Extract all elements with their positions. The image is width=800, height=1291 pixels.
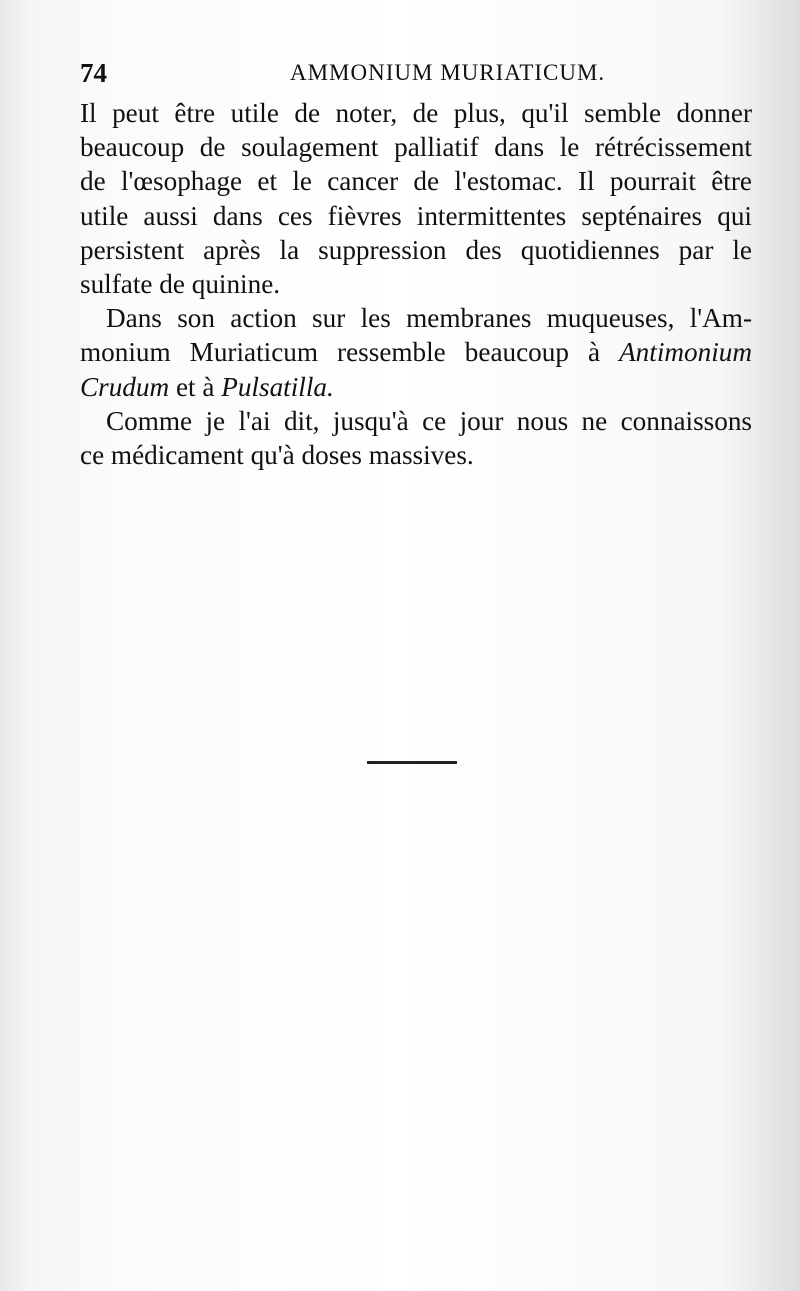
- page-number: 74: [80, 58, 107, 88]
- text-line: sulfate de quinine.: [80, 269, 281, 300]
- paragraph-3: [80, 404, 752, 472]
- section-divider-rule: [367, 761, 457, 764]
- text-line: [80, 335, 752, 369]
- text-line: Dans son action sur les membranes muqueuses, l'Am-: [106, 303, 752, 334]
- text-line: utile aussi dans ces fièvres intermittentes septénaires qui: [80, 200, 752, 231]
- body-text: [80, 96, 752, 472]
- text-line: Il peut être utile de noter, de plus, qu'il semble donner: [80, 98, 752, 128]
- text-line: persistent après la suppression des quotidiennes par le: [80, 234, 752, 265]
- paragraph-2: [80, 301, 752, 404]
- page-header: [80, 58, 760, 88]
- italic-term: Crudum: [80, 371, 170, 402]
- text-line: de l'œsophage et le cancer de l'estomac. Il pourrait être: [80, 166, 752, 197]
- italic-term: Antimonium: [619, 337, 752, 368]
- paragraph-1: [80, 96, 752, 301]
- text-run: monium Muriaticum ressemble beaucoup à: [80, 337, 620, 368]
- text-line: [80, 370, 752, 404]
- text-line: ce médicament qu'à doses massives.: [80, 440, 474, 471]
- running-head: AMMONIUM MURIATICUM.: [290, 60, 606, 85]
- text-run: et à: [169, 371, 222, 402]
- text-line: beaucoup de soulagement palliatif dans le rétrécissement: [80, 132, 752, 163]
- italic-term: Pulsatilla.: [221, 371, 334, 402]
- text-line: Comme je l'ai dit, jusqu'à ce jour nous ne connaissons: [106, 405, 752, 436]
